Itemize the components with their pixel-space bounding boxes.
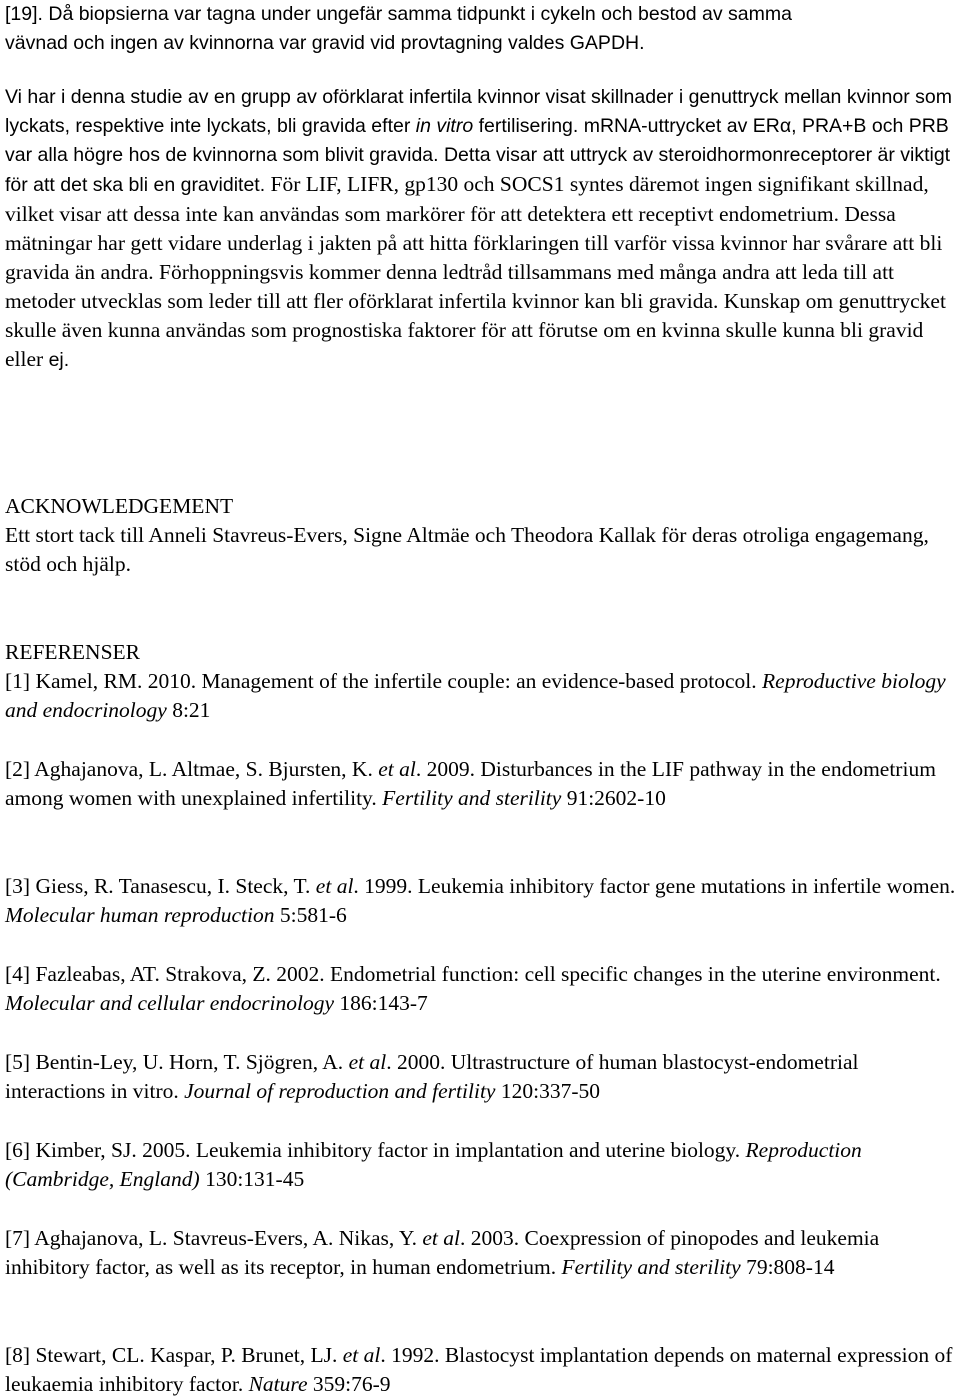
reference-volume: 79:808-14 (740, 1255, 835, 1279)
paragraph-italic: in vitro (415, 115, 474, 137)
reference-text: [7] Aghajanova, L. Stavreus-Evers, A. Nikas, Y. (5, 1226, 423, 1250)
reference-etal: et al (342, 1343, 381, 1367)
reference-item (5, 1341, 957, 1399)
acknowledgement-body: Ett stort tack till Anneli Stavreus-Evers, Signe Altmäe och Theodora Kallak för deras otroliga engagemang, stöd och hjälp. (5, 523, 929, 576)
reference-text: [1] Kamel, RM. 2010. Management of the infertile couple: an evidence-based protocol. (5, 669, 763, 693)
reference-item (5, 755, 957, 813)
paragraph-text: fertilisering. mRNA-uttrycket av ERα, PRA+B och PRB var alla högre hos de kvinnorna som blivit gravida. Detta visar att uttryck av steroidhormonreceptorer är viktigt för att det ska bli en graviditet. (5, 115, 951, 196)
reference-text: [8] Stewart, CL. Kaspar, P. Brunet, LJ. (5, 1343, 343, 1367)
reference-volume: 91:2602-10 (561, 786, 666, 810)
reference-volume: 120:337-50 (495, 1079, 600, 1103)
paragraph-text: ej. (48, 349, 70, 371)
reference-text: . 2009. Disturbances in the LIF pathway in the endometrium among women with unexplained infertility. (5, 757, 936, 810)
reference-text: . 2003. Coexpression of pinopodes and leukemia inhibitory factor, as well as its receptor, in human endometrium. (5, 1226, 880, 1279)
reference-item (5, 1224, 957, 1282)
reference-journal: Fertility and sterility (561, 1255, 741, 1279)
reference-volume: 359:76-9 (307, 1372, 391, 1396)
reference-journal: Molecular and cellular endocrinology (5, 991, 334, 1015)
reference-volume: 130:131-45 (199, 1167, 305, 1191)
reference-text: . 2000. Ultrastructure of human blastocyst-endometrial interactions in vitro. (5, 1050, 859, 1103)
text-line: vävnad och ingen av kvinnorna var gravid vid provtagning valdes GAPDH. (5, 32, 645, 54)
reference-text: [6] Kimber, SJ. 2005. Leukemia inhibitory factor in implantation and uterine biology. (5, 1138, 746, 1162)
reference-text: [5] Bentin-Ley, U. Horn, T. Sjögren, A. (5, 1050, 349, 1074)
reference-journal: Fertility and sterility (382, 786, 562, 810)
reference-volume: 8:21 (166, 698, 211, 722)
conclusion-paragraph (5, 83, 957, 375)
acknowledgement-heading: ACKNOWLEDGEMENT (5, 494, 234, 518)
reference-item (5, 1048, 957, 1106)
reference-journal: Reproductive biology and endocrinology (5, 669, 946, 722)
reference-volume: 5:581-6 (274, 903, 347, 927)
reference-etal: et al (315, 874, 354, 898)
reference-item (5, 667, 957, 725)
reference-journal: Molecular human reproduction (5, 903, 275, 927)
paragraph-text: För LIF, LIFR, gp130 och SOCS1 syntes däremot ingen signifikant skillnad, vilket visar att dessa inte kan användas som markörer för att detektera ett receptivt endometrium. Dessa mätningar har gett vidare underlag i jakten på att hitta förklaringen till varför vissa kvinnor har svårare att bli gravida än andra. Förhoppningsvis kommer denna ledtråd tillsammans med många andra att leda till att metoder utvecklas som leder till att fler oförklarat infertila kvinnor kan bli gravida. Kunskap om genuttrycket skulle även kunna användas som prognostiska faktorer för att förutse om en kvinna skulle kunna bli gravid eller (5, 172, 946, 371)
reference-text: [2] Aghajanova, L. Altmae, S. Bjursten, K. (5, 757, 379, 781)
reference-volume: 186:143-7 (334, 991, 428, 1015)
reference-text: . 1992. Blastocyst implantation depends on maternal expression of leukaemia inhibitory factor. (5, 1343, 953, 1396)
reference-etal: et al (378, 757, 416, 781)
reference-item (5, 1136, 957, 1194)
reference-etal: et al (348, 1050, 387, 1074)
reference-item (5, 960, 957, 1018)
reference-journal: Reproduction (Cambridge, England) (5, 1138, 862, 1191)
reference-item (5, 872, 957, 930)
paragraph-continuation (5, 0, 792, 58)
text-line: [19]. Då biopsierna var tagna under ungefär samma tidpunkt i cykeln och bestod av samma (5, 3, 792, 25)
reference-text: . 1999. Leukemia inhibitory factor gene mutations in infertile women. (353, 874, 956, 898)
reference-etal: et al (422, 1226, 461, 1250)
references-heading: REFERENSER (5, 640, 140, 664)
reference-journal: Journal of reproduction and fertility (184, 1079, 496, 1103)
paragraph-text: Vi har i denna studie av en grupp av oförklarat infertila kvinnor visat skillnader i genuttryck mellan kvinnor som lyckats, respektive inte lyckats, bli gravida efter (5, 86, 952, 137)
reference-journal: Nature (248, 1372, 308, 1396)
reference-text: [3] Giess, R. Tanasescu, I. Steck, T. (5, 874, 316, 898)
reference-text: [4] Fazleabas, AT. Strakova, Z. 2002. Endometrial function: cell specific changes in the uterine environment. (5, 962, 941, 986)
